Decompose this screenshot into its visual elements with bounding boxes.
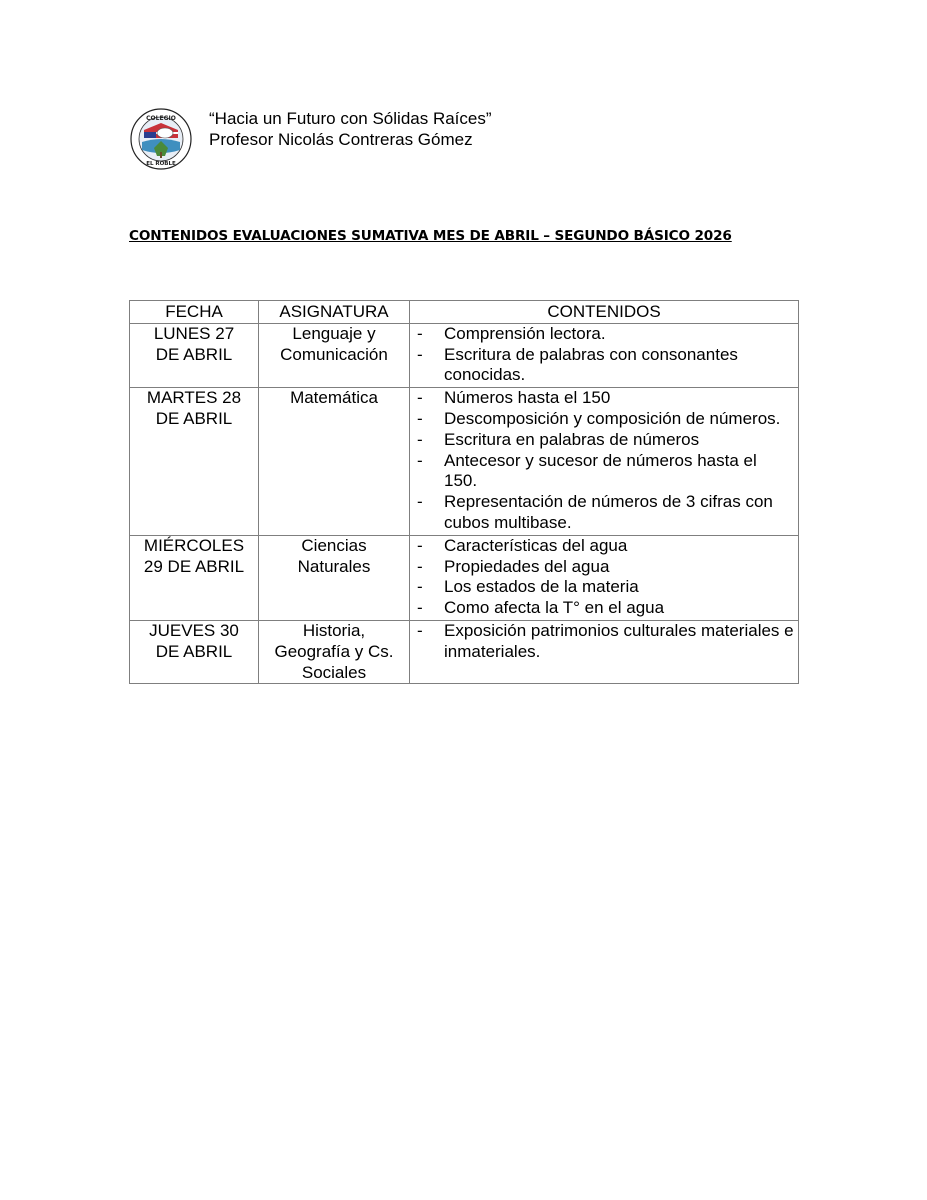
content-item: - Los estados de la materia: [414, 577, 794, 598]
subject: [259, 535, 410, 620]
subject-line: Sociales: [301, 662, 367, 682]
subject-line: Comunicación: [280, 344, 388, 364]
subject-line: Ciencias: [301, 535, 367, 555]
contents: [410, 388, 799, 536]
subject: [259, 620, 410, 683]
content-item: - Antecesor y sucesor de números hasta el 150.: [414, 451, 794, 493]
subject: [259, 323, 410, 387]
content-item: - Comprensión lectora.: [414, 324, 794, 345]
content-item: - Números hasta el 150: [414, 388, 794, 409]
content-item: - Escritura en palabras de números: [414, 430, 794, 451]
subject: [259, 388, 410, 536]
exam-date: [130, 323, 259, 387]
date-line: MIÉRCOLES: [143, 535, 245, 555]
table-row: [130, 323, 799, 387]
table-row: [130, 388, 799, 536]
content-item: - Representación de números de 3 cifras con cubos multibase.: [414, 492, 794, 534]
subject-line: Historia,: [302, 620, 366, 640]
content-item: - Exposición patrimonios culturales materiales e inmateriales.: [414, 621, 794, 663]
svg-text:COLEGIO: COLEGIO: [146, 115, 176, 122]
exam-schedule-table: [129, 300, 799, 684]
contents: [410, 535, 799, 620]
subject-line: Lenguaje y: [292, 323, 376, 343]
letterhead: [130, 108, 630, 170]
subject-line: Naturales: [297, 556, 371, 576]
school-motto: “Hacia un Futuro con Sólidas Raíces”: [209, 109, 492, 128]
school-crest-icon: [130, 108, 192, 170]
date-line: JUEVES 30: [149, 620, 239, 640]
date-line: 29 DE ABRIL: [143, 556, 245, 576]
teacher-name: Profesor Nicolás Contreras Gómez: [209, 130, 473, 149]
exam-date: [130, 388, 259, 536]
content-item: - Propiedades del agua: [414, 557, 794, 578]
content-item: - Como afecta la T° en el agua: [414, 598, 794, 619]
exam-date: [130, 620, 259, 683]
table-row: [130, 620, 799, 683]
contents: [410, 620, 799, 683]
date-line: MARTES 28: [146, 388, 242, 408]
svg-text:EL ROBLE: EL ROBLE: [146, 161, 176, 167]
column-header-subject: ASIGNATURA: [259, 301, 410, 324]
content-item: - Características del agua: [414, 536, 794, 557]
subject-line: Matemática: [290, 388, 378, 408]
date-line: LUNES 27: [153, 323, 235, 343]
date-line: DE ABRIL: [155, 408, 233, 428]
exam-date: [130, 535, 259, 620]
content-item: - Descomposición y composición de números.: [414, 409, 794, 430]
table-header-row: [130, 301, 799, 324]
date-line: DE ABRIL: [155, 344, 233, 364]
content-item: - Escritura de palabras con consonantes conocidas.: [414, 345, 794, 387]
subject-line: Geografía y Cs.: [274, 641, 394, 661]
table-row: [130, 535, 799, 620]
date-line: DE ABRIL: [155, 641, 233, 661]
document-title: CONTENIDOS EVALUACIONES SUMATIVA MES DE ABRIL – SEGUNDO BÁSICO 2026: [129, 228, 732, 244]
contents: [410, 323, 799, 387]
column-header-contents: CONTENIDOS: [410, 301, 799, 324]
column-header-date: FECHA: [130, 301, 259, 324]
